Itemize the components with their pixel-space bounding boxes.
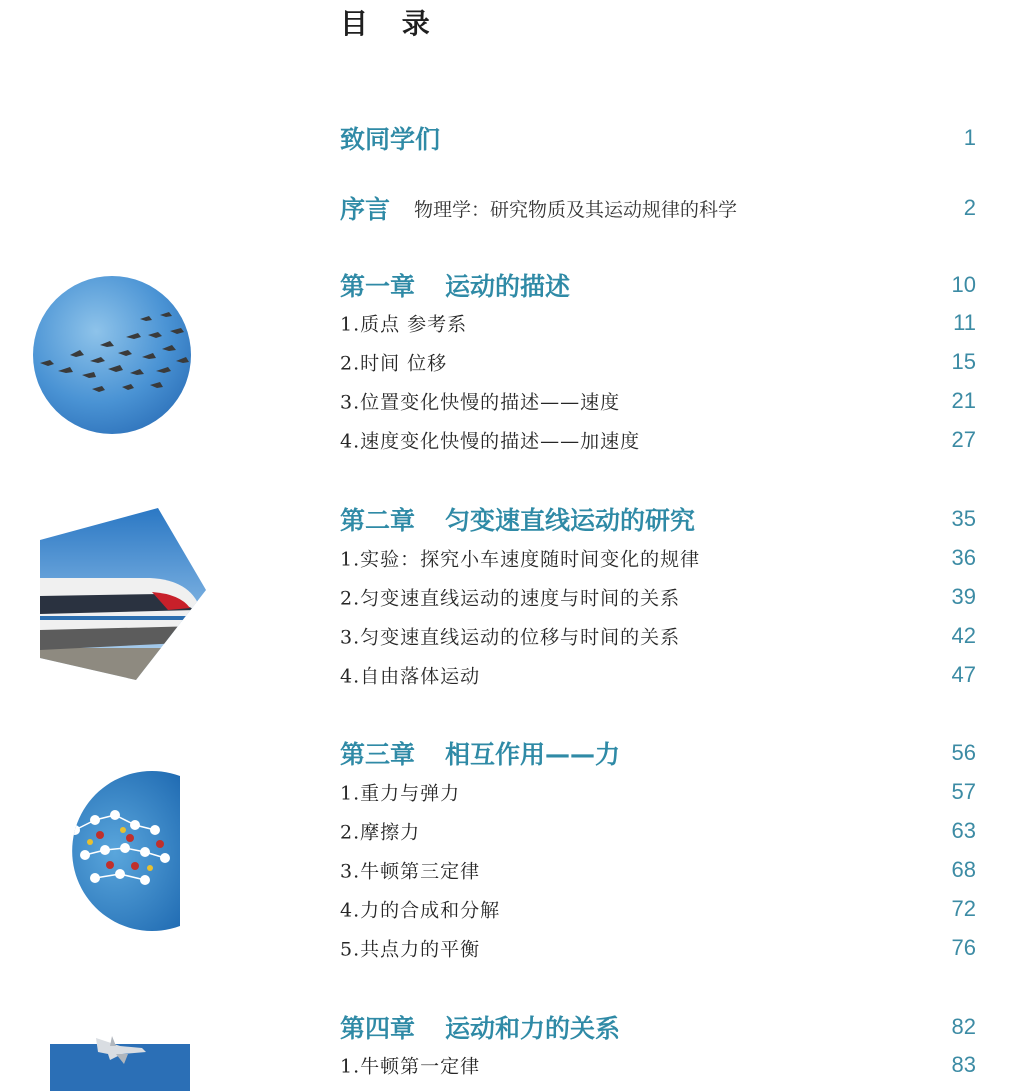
chapter-heading-4[interactable] [340,1007,976,1047]
section-entry-1-3[interactable] [340,381,976,421]
preface-label: 序言 [340,195,391,224]
maglev-train-image [40,508,208,683]
section-label: 2.匀变速直线运动的速度与时间的关系 [340,587,681,610]
section-entry-2-1[interactable] [340,538,976,578]
section-label: 1.牛顿第一定律 [340,1055,481,1078]
section-label: 3.匀变速直线运动的位移与时间的关系 [340,626,681,649]
chapter-title: 匀变速直线运动的研究 [445,506,696,535]
page-number: 2 [963,195,976,220]
page-number: 42 [951,623,976,648]
page-number: 11 [953,310,976,335]
page-number: 68 [951,857,976,882]
chapter-heading-2[interactable] [340,499,976,539]
chapter-number: 第四章 [340,1014,416,1043]
page-number: 76 [951,935,976,960]
intro-label: 致同学们 [340,125,441,154]
jet-fighter-image [50,1030,190,1091]
page-number: 36 [951,545,976,570]
page-number: 10 [951,272,976,297]
chapter-number: 第二章 [340,506,416,535]
chapter-number: 第三章 [340,740,416,769]
section-entry-1-2[interactable] [340,342,976,382]
section-label: 1.质点 参考系 [340,313,468,336]
section-label: 1.实验：探究小车速度随时间变化的规律 [340,548,701,571]
section-label: 2.摩擦力 [340,821,421,844]
chapter-heading-3[interactable] [340,733,976,773]
flying-birds-image [30,275,195,435]
page-number: 47 [951,662,976,687]
toc-entry-preface[interactable] [340,188,976,228]
preface-subtitle: 物理学：研究物质及其运动规律的科学 [414,199,738,221]
section-entry-2-2[interactable] [340,577,976,617]
section-entry-3-1[interactable] [340,772,976,812]
section-entry-2-4[interactable] [340,655,976,695]
section-label: 4.自由落体运动 [340,665,481,688]
page-number: 63 [951,818,976,843]
section-entry-1-4[interactable] [340,420,976,460]
section-entry-3-2[interactable] [340,811,976,851]
section-label: 5.共点力的平衡 [340,938,481,961]
section-entry-3-3[interactable] [340,850,976,890]
page-number: 35 [951,506,976,531]
chapter-title: 运动的描述 [445,272,571,301]
page-number: 21 [951,388,976,413]
page-number: 56 [951,740,976,765]
section-entry-3-4[interactable] [340,889,976,929]
chapter-title: 相互作用——力 [445,740,621,769]
section-entry-4-1[interactable] [340,1045,976,1085]
section-label: 3.牛顿第三定律 [340,860,481,883]
toc-entry-intro[interactable] [340,118,976,158]
chapter-number: 第一章 [340,272,416,301]
page-number: 82 [951,1014,976,1039]
section-entry-1-1[interactable] [340,303,976,343]
section-label: 1.重力与弹力 [340,782,461,805]
chapter-title: 运动和力的关系 [445,1014,621,1043]
toc-title: 目 录 [340,7,442,40]
page-number: 72 [951,896,976,921]
section-label: 4.力的合成和分解 [340,899,501,922]
page-number: 39 [951,584,976,609]
page-number: 57 [951,779,976,804]
page-number: 1 [963,125,976,150]
page-number: 83 [951,1052,976,1077]
skydivers-formation-image [45,770,185,935]
section-entry-2-3[interactable] [340,616,976,656]
section-label: 2.时间 位移 [340,352,448,375]
page-number: 15 [951,349,976,374]
section-label: 4.速度变化快慢的描述——加速度 [340,430,641,453]
section-entry-3-5[interactable] [340,928,976,968]
chapter-heading-1[interactable] [340,265,976,305]
page-number: 27 [951,427,976,452]
section-label: 3.位置变化快慢的描述——速度 [340,391,621,414]
